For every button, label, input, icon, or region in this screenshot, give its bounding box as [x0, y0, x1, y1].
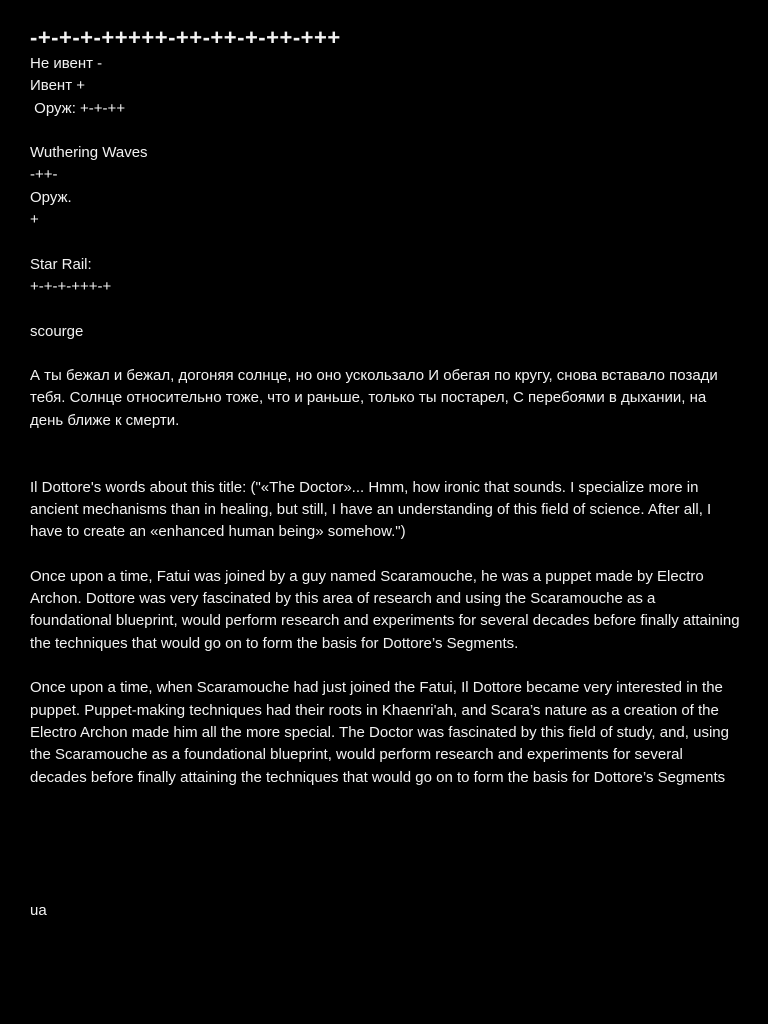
poem-paragraph: А ты бежал и бежал, догоняя солнце, но оно ускользало И обегая по кругу, снова вставало позади тебя. Солнце относительно тоже, что и раньше, только ты постарел, С перебоями в дыхании, на день ближе к смерти. [30, 367, 718, 429]
paragraph: Once upon a time, Fatui was joined by a guy named Scaramouche, he was a puppet made by Electro Archon. Dottore was very fascinated by this area of research and using the Scaramouche as a foundational blueprint, would perform research and experiments for several decades before finally attaining the techniques that would go on to form the basis for Dottore’s Segments. [30, 567, 740, 652]
paragraph: Once upon a time, when Scaramouche had just joined the Fatui, Il Dottore became very interested in the puppet. Puppet-making techniques had their roots in Khaenri'ah, and Scara’s nature as a creation of the Electro Archon made him all the more special. The Doctor was fascinated by this field of study, and, using the Scaramouche as a foundational blueprint, would perform research and experiments for several decades before finally attaining the techniques that would go on to form the basis for Dottore’s Segments [30, 679, 729, 786]
note-line: scourge [30, 322, 84, 340]
note-line: Оруж. [30, 188, 72, 206]
blank-line [30, 343, 740, 365]
note-body[interactable] [30, 24, 740, 922]
blank-line [30, 298, 740, 320]
blank-line [30, 231, 740, 253]
note-line: Ивент + [30, 77, 86, 95]
note-line: -++- [30, 166, 58, 184]
note-line: +-+-+-+++-+ [30, 277, 112, 295]
note-line: Wuthering Waves [30, 144, 148, 162]
blank-line [30, 544, 740, 566]
blank-line [30, 432, 740, 477]
blank-line [30, 120, 740, 142]
note-title: -+-+-+-+++++-++-++-+-++-+++ [30, 25, 341, 50]
note-line: Star Rail: [30, 255, 92, 273]
note-line: Оруж: +-+-++ [30, 99, 126, 117]
blank-line [30, 655, 740, 677]
note-line: Не ивент - [30, 55, 103, 72]
paragraph: Il Dottore's words about this title: ("«The Doctor»... Hmm, how ironic that sounds. I specialize more in ancient mechanisms than in healing, but still, I have an understanding of this field of science. After all, I have to create an «enhanced human being» somehow.") [30, 478, 712, 541]
note-line: + [30, 211, 39, 229]
blank-space [30, 789, 740, 900]
note-footer: ua [30, 901, 47, 919]
